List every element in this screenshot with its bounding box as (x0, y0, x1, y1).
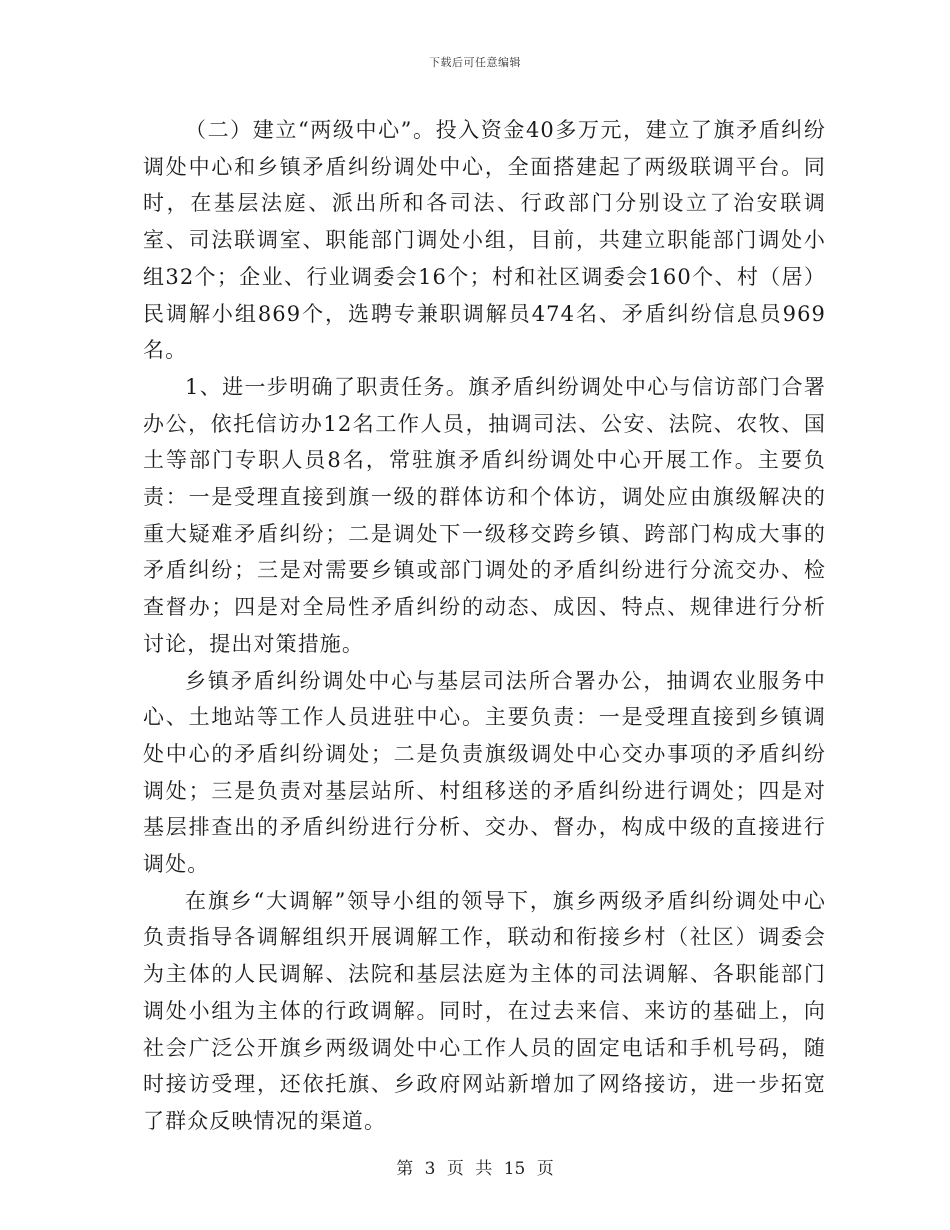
document-body (143, 112, 826, 1140)
page-number: 第 3 页 共 15 页 (396, 1159, 554, 1179)
paragraph-duties-county-center: 1、进一步明确了职责任务。旗矛盾纠纷调处中心与信访部门合署办公，依托信访办12名工作人员，抽调司法、公安、法院、农牧、国土等部门专职人员8名，常驻旗矛盾纠纷调处中心开展工作。主要负责：一是受理直接到旗一级的群体访和个体访，调处应由旗级解决的重大疑难矛盾纠纷；二是调处下一级移交跨乡镇、跨部门构成大事的矛盾纠纷；三是对需要乡镇或部门调处的矛盾纠纷进行分流交办、检查督办；四是对全局性矛盾纠纷的动态、成因、特点、规律进行分析讨论，提出对策措施。 (143, 374, 826, 656)
paragraph-two-level-centers: （二）建立“两级中心”。投入资金40多万元，建立了旗矛盾纠纷调处中心和乡镇矛盾纠纷调处中心，全面搭建起了两级联调平台。同时，在基层法庭、派出所和各司法、行政部门分别设立了治安联调室、司法联调室、职能部门调处小组，目前，共建立职能部门调处小组32个；企业、行业调委会16个；村和社区调委会160个、村（居）民调解小组869个，选聘专兼职调解员474名、矛盾纠纷信息员969名。 (143, 118, 826, 363)
paragraph-leadership-group: 在旗乡“大调解”领导小组的领导下，旗乡两级矛盾纠纷调处中心负责指导各调解组织开展调解工作，联动和衔接乡村（社区）调委会为主体的人民调解、法院和基层法庭为主体的司法调解、各职能部门调处小组为主体的行政调解。同时，在过去来信、来访的基础上，向社会广泛公开旗乡两级调处中心工作人员的固定电话和手机号码，随时接访受理，还依托旗、乡政府网站新增加了网络接访，进一步拓宽了群众反映情况的渠道。 (143, 888, 826, 1133)
paragraph-township-center: 乡镇矛盾纠纷调处中心与基层司法所合署办公，抽调农业服务中心、土地站等工作人员进驻中心。主要负责：一是受理直接到乡镇调处中心的矛盾纠纷调处；二是负责旗级调处中心交办事项的矛盾纠纷调处；三是负责对基层站所、村组移送的矛盾纠纷进行调处；四是对基层排查出的矛盾纠纷进行分析、交办、督办，构成中级的直接进行调处。 (143, 668, 826, 877)
page-header: 下载后可任意编辑 (429, 56, 521, 69)
